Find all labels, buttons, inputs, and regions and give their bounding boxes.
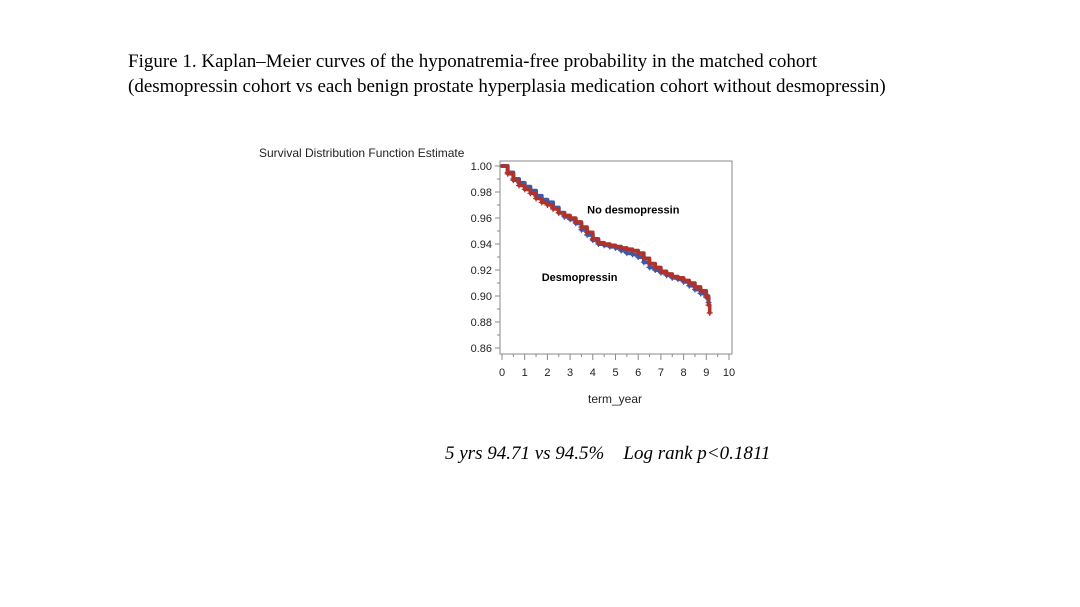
- y-tick-label: 0.92: [470, 265, 492, 277]
- x-tick-label: 4: [589, 367, 596, 379]
- x-tick-label: 0: [498, 367, 506, 379]
- y-tick-label: 1.00: [470, 161, 492, 173]
- y-tick-label: 0.86: [470, 343, 492, 355]
- series-no-desmopressin: [502, 166, 712, 306]
- chart-title: Survival Distribution Function Estimate: [259, 146, 465, 160]
- series-line-desmopressin: [502, 166, 710, 313]
- x-tick-label: 5: [612, 367, 619, 379]
- y-tick-label: 0.94: [470, 239, 492, 251]
- x-tick-label: 3: [567, 367, 574, 379]
- y-tick-label: 0.90: [470, 291, 492, 303]
- series-layer: [502, 166, 713, 316]
- x-tick-label: 7: [657, 367, 664, 379]
- series-desmopressin: [502, 166, 713, 316]
- x-tick-label: 10: [722, 367, 736, 379]
- caption-line-2: (desmopressin cohort vs each benign prostate hyperplasia medication cohort without desmopressin): [128, 76, 886, 97]
- series-annotation: No desmopressin: [587, 204, 680, 217]
- censor-mark: [707, 310, 713, 316]
- x-axis: [499, 354, 735, 379]
- x-tick-label: 9: [703, 367, 710, 379]
- y-tick-label: 0.96: [470, 213, 492, 225]
- x-axis-label: term_year: [587, 392, 643, 406]
- y-axis: [471, 161, 500, 355]
- y-tick-label: 0.88: [470, 317, 492, 329]
- caption-line-1: Figure 1. Kaplan–Meier curves of the hyponatremia-free probability in the matched cohort: [128, 51, 818, 72]
- x-tick-label: 2: [544, 367, 551, 379]
- x-tick-label: 1: [521, 367, 528, 379]
- stats-summary: 5 yrs 94.71 vs 94.5% Log rank p<0.1811: [445, 443, 771, 464]
- x-tick-label: 6: [635, 367, 642, 379]
- series-annotation: Desmopressin: [541, 272, 618, 285]
- x-tick-label: 8: [680, 367, 687, 379]
- y-tick-label: 0.98: [470, 187, 492, 199]
